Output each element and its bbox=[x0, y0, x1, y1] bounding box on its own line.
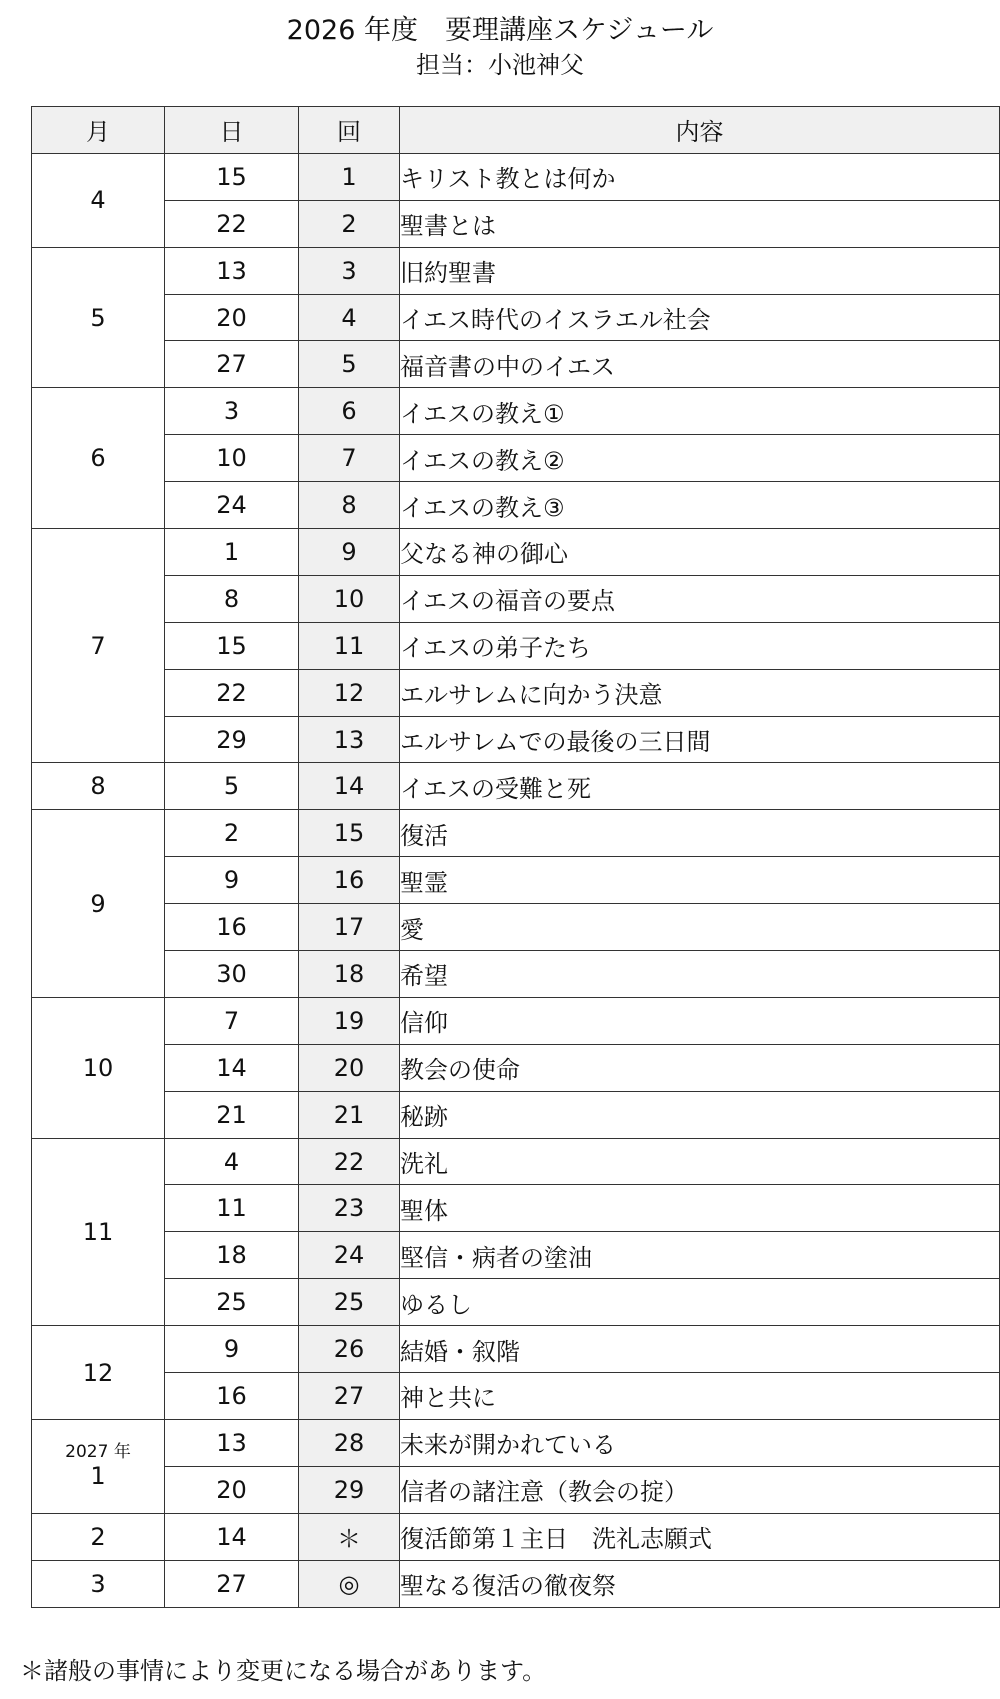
session-number-cell: 14 bbox=[299, 763, 400, 810]
day-cell: 3 bbox=[165, 388, 299, 435]
session-number-cell: 22 bbox=[299, 1138, 400, 1185]
content-cell: 福音書の中のイエス bbox=[400, 341, 1000, 388]
session-number-cell: 8 bbox=[299, 482, 400, 529]
table-row bbox=[32, 1091, 1000, 1138]
table-row bbox=[32, 904, 1000, 951]
session-number-cell: 11 bbox=[299, 622, 400, 669]
session-number-cell: 21 bbox=[299, 1091, 400, 1138]
header-day: 日 bbox=[165, 107, 299, 154]
table-row bbox=[32, 435, 1000, 482]
page-subtitle: 担当：小池神父 bbox=[416, 51, 584, 79]
content-cell: イエスの弟子たち bbox=[400, 622, 1000, 669]
day-cell: 16 bbox=[165, 904, 299, 951]
day-cell: 16 bbox=[165, 1373, 299, 1420]
year-note: 2027 年 bbox=[65, 1442, 131, 1463]
day-cell: 18 bbox=[165, 1232, 299, 1279]
day-cell: 13 bbox=[165, 1419, 299, 1466]
day-cell: 4 bbox=[165, 1138, 299, 1185]
month-cell bbox=[32, 247, 165, 388]
day-cell: 21 bbox=[165, 1091, 299, 1138]
table-row bbox=[32, 763, 1000, 810]
page-title: 2026 年度 要理講座スケジュール bbox=[286, 15, 714, 46]
content-cell: エルサレムでの最後の三日間 bbox=[400, 716, 1000, 763]
content-cell: 旧約聖書 bbox=[400, 247, 1000, 294]
session-number-cell: 12 bbox=[299, 669, 400, 716]
content-cell: 堅信・病者の塗油 bbox=[400, 1232, 1000, 1279]
content-cell: 聖なる復活の徹夜祭 bbox=[400, 1560, 1000, 1607]
session-number-cell: 4 bbox=[299, 294, 400, 341]
month-label: 11 bbox=[82, 1217, 114, 1246]
month-cell bbox=[32, 1138, 165, 1326]
day-cell: 11 bbox=[165, 1185, 299, 1232]
content-cell: 希望 bbox=[400, 951, 1000, 998]
day-cell: 9 bbox=[165, 857, 299, 904]
content-cell: イエス時代のイスラエル社会 bbox=[400, 294, 1000, 341]
header-content: 内容 bbox=[400, 107, 1000, 154]
session-number-cell: 15 bbox=[299, 810, 400, 857]
content-cell: イエスの福音の要点 bbox=[400, 575, 1000, 622]
session-number-cell: 5 bbox=[299, 341, 400, 388]
content-cell: 信仰 bbox=[400, 997, 1000, 1044]
day-cell: 22 bbox=[165, 200, 299, 247]
session-number-cell: 18 bbox=[299, 951, 400, 998]
table-row bbox=[32, 247, 1000, 294]
table-row bbox=[32, 1466, 1000, 1513]
session-number-cell: 29 bbox=[299, 1466, 400, 1513]
month-label: 7 bbox=[90, 631, 106, 660]
day-cell: 15 bbox=[165, 153, 299, 200]
session-number-cell: 23 bbox=[299, 1185, 400, 1232]
content-cell: ゆるし bbox=[400, 1279, 1000, 1326]
content-cell: 復活節第１主日 洗礼志願式 bbox=[400, 1513, 1000, 1560]
content-cell: 聖体 bbox=[400, 1185, 1000, 1232]
content-cell: イエスの教え① bbox=[400, 388, 1000, 435]
day-cell: 14 bbox=[165, 1513, 299, 1560]
table-row bbox=[32, 482, 1000, 529]
session-number-cell: 17 bbox=[299, 904, 400, 951]
content-cell: 未来が開かれている bbox=[400, 1419, 1000, 1466]
content-cell: 聖書とは bbox=[400, 200, 1000, 247]
day-cell: 10 bbox=[165, 435, 299, 482]
session-number-cell: ◎ bbox=[299, 1560, 400, 1607]
content-cell: キリスト教とは何か bbox=[400, 153, 1000, 200]
content-cell: イエスの受難と死 bbox=[400, 763, 1000, 810]
day-cell: 29 bbox=[165, 716, 299, 763]
header-row bbox=[32, 107, 1000, 154]
table-row bbox=[32, 1560, 1000, 1607]
day-cell: 30 bbox=[165, 951, 299, 998]
day-cell: 27 bbox=[165, 341, 299, 388]
day-cell: 22 bbox=[165, 669, 299, 716]
table-row bbox=[32, 529, 1000, 576]
session-number-cell: 20 bbox=[299, 1044, 400, 1091]
month-cell bbox=[32, 388, 165, 529]
day-cell: 2 bbox=[165, 810, 299, 857]
session-number-cell: 19 bbox=[299, 997, 400, 1044]
content-cell: 復活 bbox=[400, 810, 1000, 857]
month-label: 6 bbox=[90, 444, 106, 473]
header-month: 月 bbox=[32, 107, 165, 154]
day-cell: 14 bbox=[165, 1044, 299, 1091]
table-row bbox=[32, 622, 1000, 669]
content-cell: 愛 bbox=[400, 904, 1000, 951]
session-number-cell: 9 bbox=[299, 529, 400, 576]
month-label: 5 bbox=[90, 303, 106, 332]
day-cell: 25 bbox=[165, 1279, 299, 1326]
table-row bbox=[32, 1279, 1000, 1326]
content-cell: 結婚・叙階 bbox=[400, 1326, 1000, 1373]
session-number-cell: 13 bbox=[299, 716, 400, 763]
table-row bbox=[32, 810, 1000, 857]
month-label: 8 bbox=[90, 772, 106, 801]
table-row bbox=[32, 341, 1000, 388]
month-cell bbox=[32, 153, 165, 247]
month-cell bbox=[32, 1513, 165, 1560]
session-number-cell: 3 bbox=[299, 247, 400, 294]
day-cell: 1 bbox=[165, 529, 299, 576]
content-cell: イエスの教え③ bbox=[400, 482, 1000, 529]
month-cell bbox=[32, 1419, 165, 1513]
content-cell: 教会の使命 bbox=[400, 1044, 1000, 1091]
month-cell bbox=[32, 810, 165, 998]
table-row bbox=[32, 669, 1000, 716]
session-number-cell: 26 bbox=[299, 1326, 400, 1373]
table-row bbox=[32, 997, 1000, 1044]
session-number-cell: 24 bbox=[299, 1232, 400, 1279]
content-cell: 洗礼 bbox=[400, 1138, 1000, 1185]
table-row bbox=[32, 1326, 1000, 1373]
month-cell bbox=[32, 763, 165, 810]
footnote: ＊諸般の事情により変更になる場合があります。 bbox=[20, 1657, 547, 1685]
table-row bbox=[32, 857, 1000, 904]
session-number-cell: 6 bbox=[299, 388, 400, 435]
content-cell: エルサレムに向かう決意 bbox=[400, 669, 1000, 716]
month-cell bbox=[32, 997, 165, 1138]
session-number-cell: ＊ bbox=[299, 1513, 400, 1560]
table-row bbox=[32, 294, 1000, 341]
table-row bbox=[32, 388, 1000, 435]
month-cell bbox=[32, 529, 165, 763]
month-label: 12 bbox=[82, 1358, 114, 1387]
session-number-cell: 28 bbox=[299, 1419, 400, 1466]
session-number-cell: 27 bbox=[299, 1373, 400, 1420]
table-row bbox=[32, 716, 1000, 763]
day-cell: 9 bbox=[165, 1326, 299, 1373]
month-label: 9 bbox=[90, 889, 106, 918]
header-no: 回 bbox=[299, 107, 400, 154]
month-label: 10 bbox=[82, 1053, 114, 1082]
day-cell: 13 bbox=[165, 247, 299, 294]
month-label: 3 bbox=[90, 1569, 106, 1598]
session-number-cell: 1 bbox=[299, 153, 400, 200]
day-cell: 20 bbox=[165, 1466, 299, 1513]
schedule-table bbox=[31, 106, 1000, 1608]
day-cell: 27 bbox=[165, 1560, 299, 1607]
session-number-cell: 25 bbox=[299, 1279, 400, 1326]
table-row bbox=[32, 951, 1000, 998]
table-row bbox=[32, 1044, 1000, 1091]
day-cell: 15 bbox=[165, 622, 299, 669]
content-cell: 聖霊 bbox=[400, 857, 1000, 904]
table-row bbox=[32, 1513, 1000, 1560]
schedule-body bbox=[32, 153, 1000, 1607]
content-cell: 父なる神の御心 bbox=[400, 529, 1000, 576]
content-cell: 秘跡 bbox=[400, 1091, 1000, 1138]
table-row bbox=[32, 1232, 1000, 1279]
table-row bbox=[32, 200, 1000, 247]
content-cell: 神と共に bbox=[400, 1373, 1000, 1420]
month-label: 4 bbox=[90, 186, 106, 215]
content-cell: 信者の諸注意（教会の掟） bbox=[400, 1466, 1000, 1513]
day-cell: 5 bbox=[165, 763, 299, 810]
day-cell: 20 bbox=[165, 294, 299, 341]
day-cell: 8 bbox=[165, 575, 299, 622]
table-row bbox=[32, 1138, 1000, 1185]
table-row bbox=[32, 1419, 1000, 1466]
month-cell bbox=[32, 1326, 165, 1420]
month-label: 1 bbox=[90, 1462, 106, 1491]
session-number-cell: 2 bbox=[299, 200, 400, 247]
session-number-cell: 7 bbox=[299, 435, 400, 482]
table-row bbox=[32, 575, 1000, 622]
table-row bbox=[32, 1373, 1000, 1420]
month-label: 2 bbox=[90, 1522, 106, 1551]
content-cell: イエスの教え② bbox=[400, 435, 1000, 482]
session-number-cell: 10 bbox=[299, 575, 400, 622]
table-row bbox=[32, 1185, 1000, 1232]
month-cell bbox=[32, 1560, 165, 1607]
day-cell: 7 bbox=[165, 997, 299, 1044]
day-cell: 24 bbox=[165, 482, 299, 529]
session-number-cell: 16 bbox=[299, 857, 400, 904]
table-row bbox=[32, 153, 1000, 200]
